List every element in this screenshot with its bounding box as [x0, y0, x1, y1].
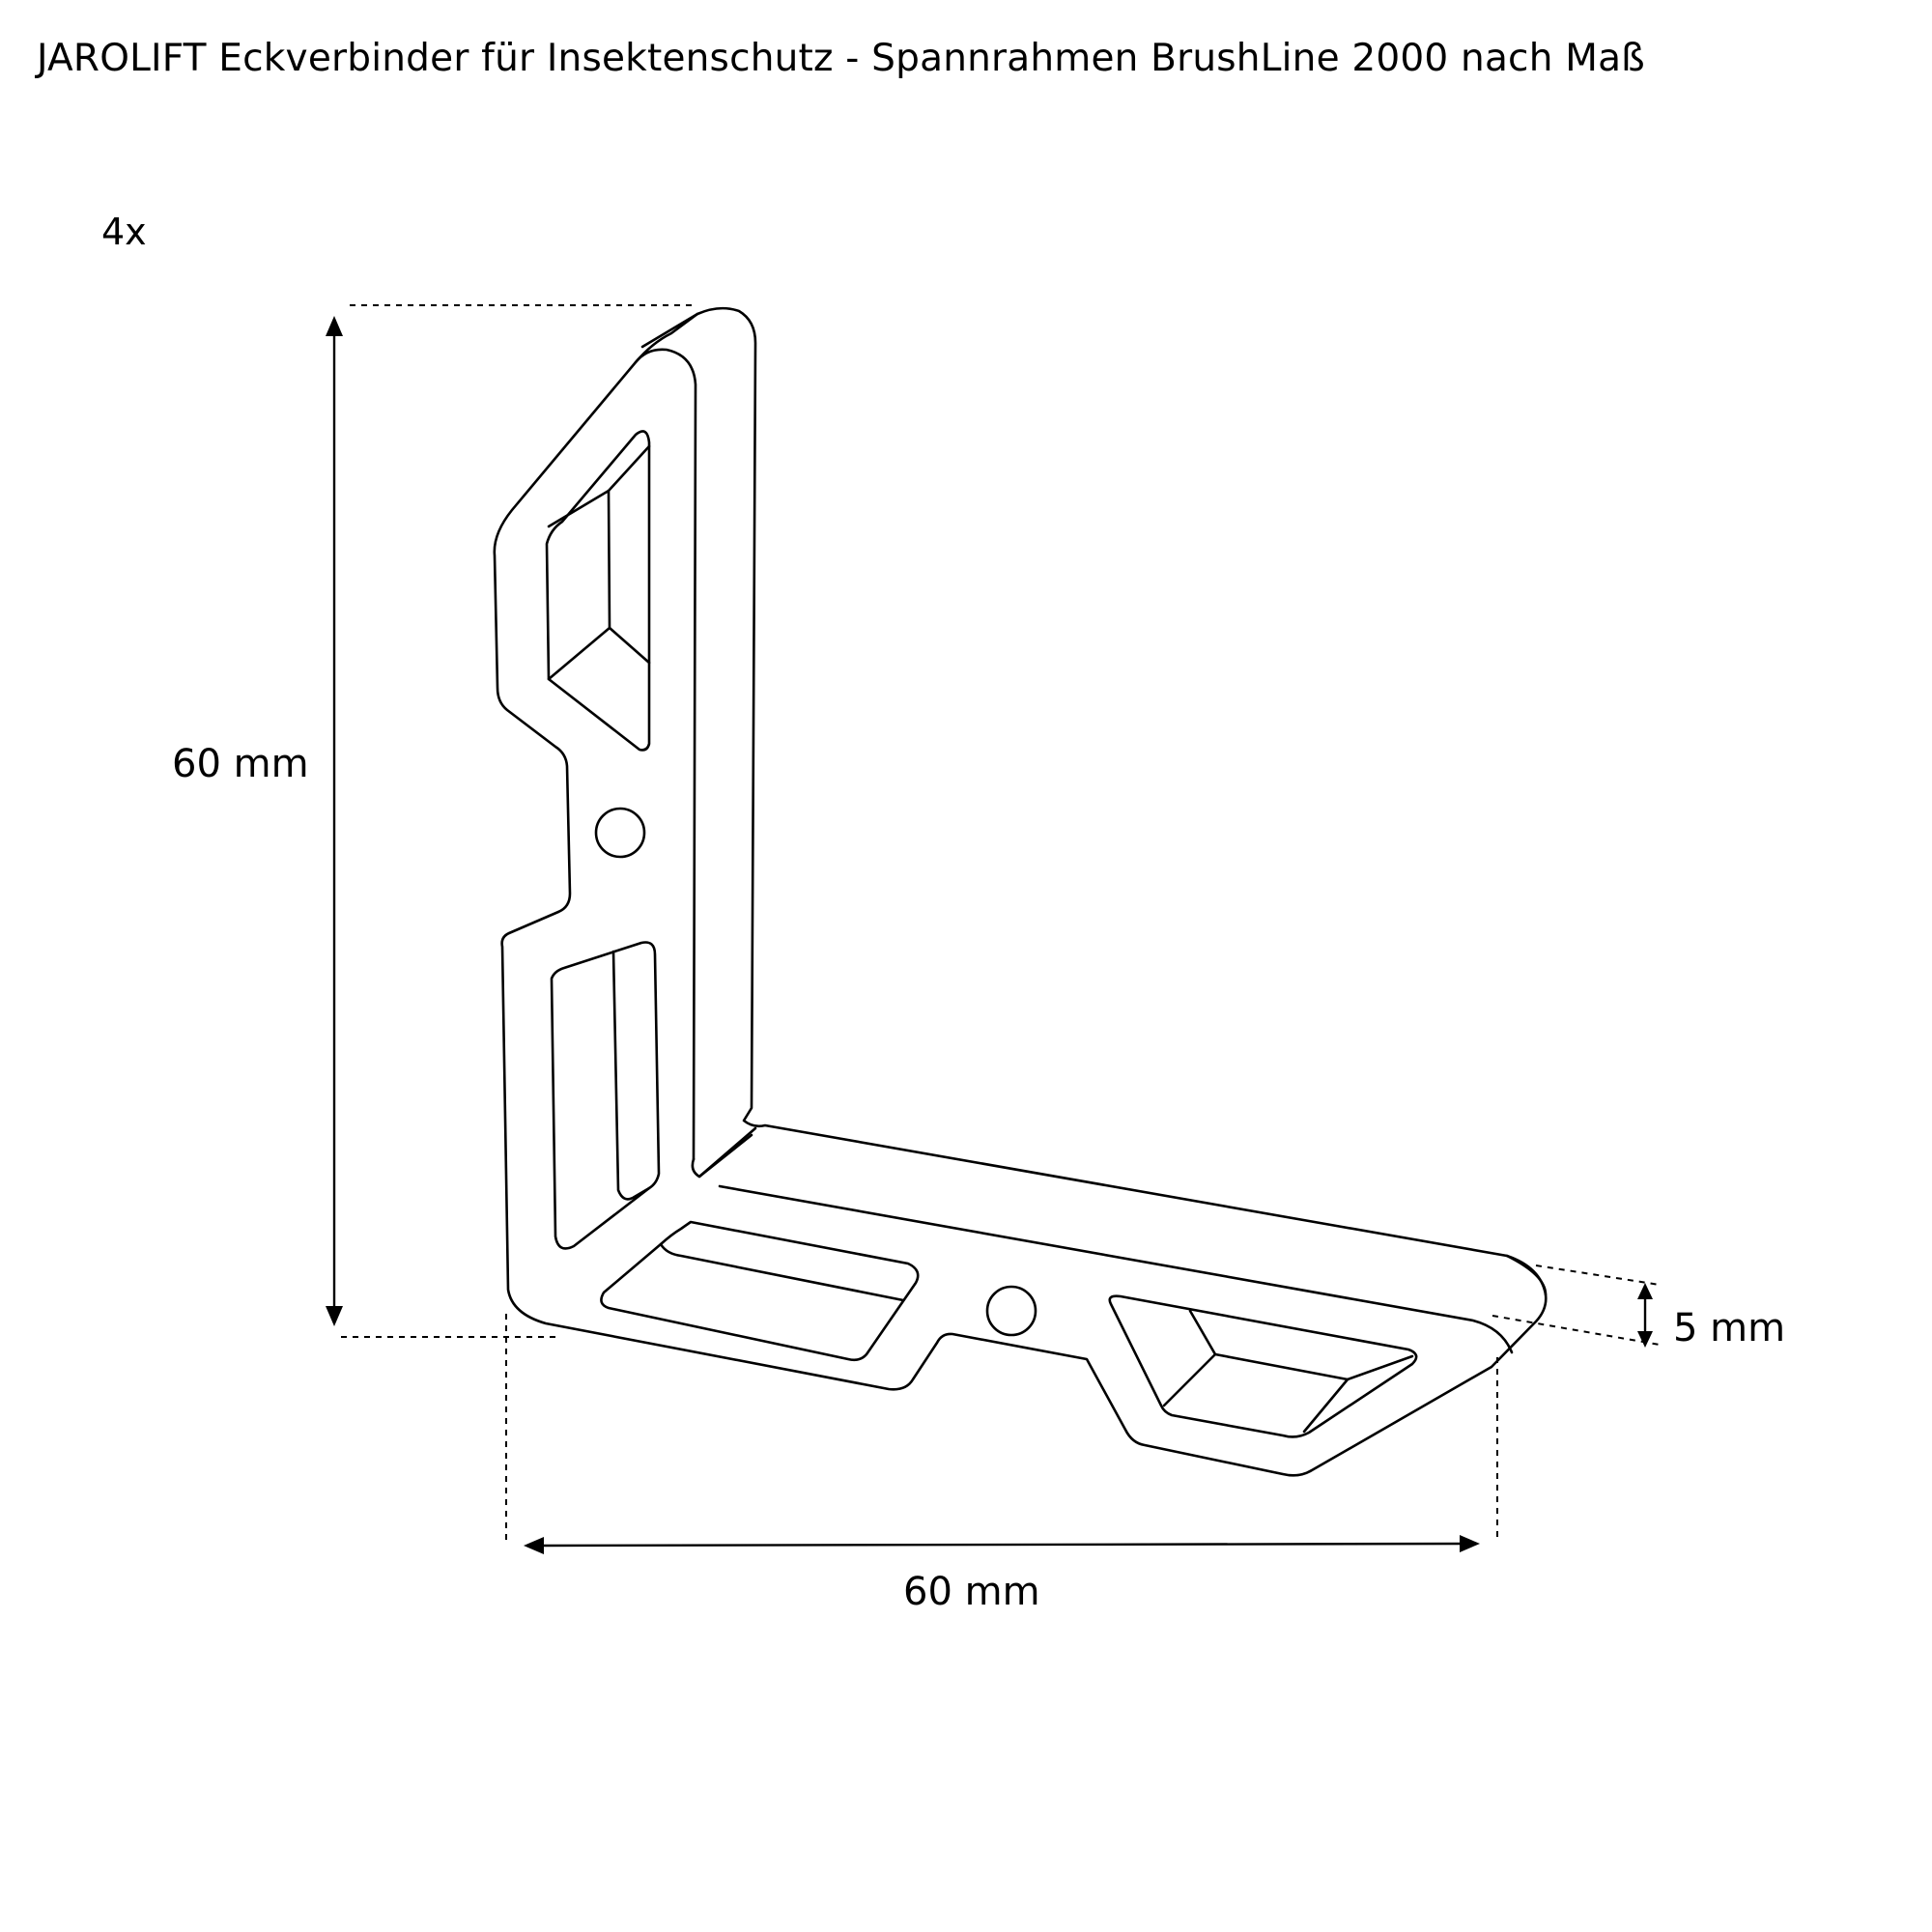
width-arrow-left	[524, 1537, 544, 1554]
upper-hole	[596, 809, 644, 857]
thickness-arrow-top	[1637, 1283, 1653, 1299]
thickness-arrow-bottom	[1637, 1331, 1653, 1348]
upper-window	[547, 431, 649, 750]
quantity-label: 4x	[101, 211, 147, 253]
page-title: JAROLIFT Eckverbinder für Insektenschutz - Spannrahmen BrushLine 2000 nach Maß	[37, 37, 1645, 80]
right-window	[1110, 1296, 1416, 1437]
thickness-dimension-label: 5 mm	[1673, 1306, 1786, 1350]
left-window	[601, 1222, 918, 1360]
thickness-dimension	[1492, 1265, 1660, 1348]
width-arrow-right	[1460, 1535, 1480, 1552]
lower-window	[552, 943, 659, 1249]
height-arrow-top	[326, 316, 343, 336]
width-dimension-label: 60 mm	[903, 1570, 1040, 1614]
corner-connector	[495, 308, 1546, 1475]
height-arrow-bottom	[326, 1306, 343, 1326]
width-dimension	[506, 1314, 1497, 1554]
lower-hole	[987, 1287, 1036, 1335]
connector-outer-contour	[495, 308, 1546, 1475]
height-dimension-label: 60 mm	[172, 742, 309, 786]
